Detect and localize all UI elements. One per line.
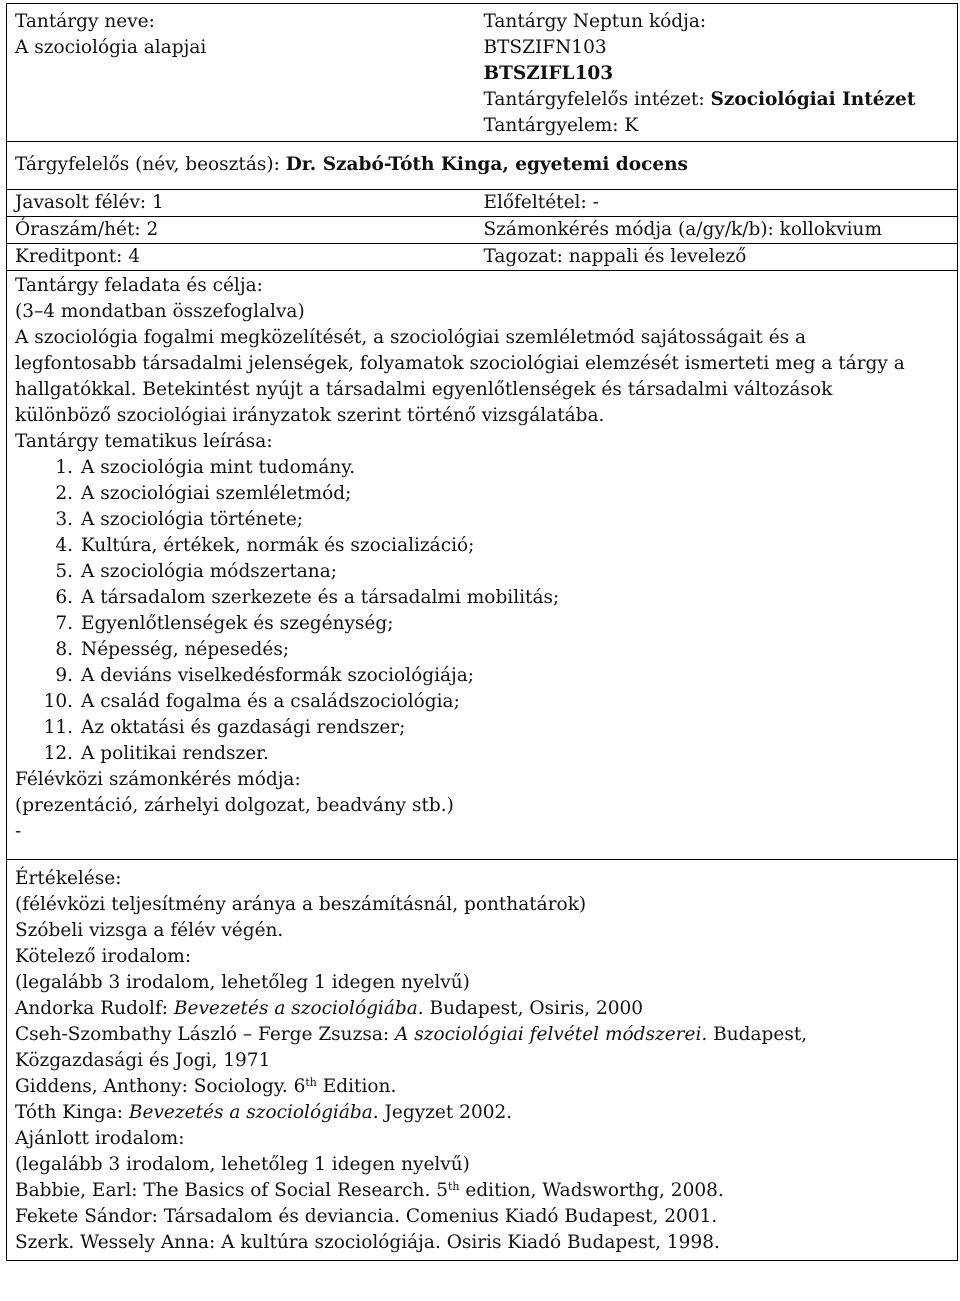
- midterm-value: -: [15, 821, 22, 842]
- topic-item: [15, 611, 949, 637]
- reference: Fekete Sándor: Társadalom és deviancia. Comenius Kiadó Budapest, 2001.: [15, 1206, 718, 1227]
- ref-superscript: th: [305, 1076, 317, 1089]
- topic-item: [15, 585, 949, 611]
- subject-name-label: Tantárgy neve:: [15, 11, 155, 32]
- evaluation-note: (félévközi teljesítmény aránya a beszámításnál, ponthatárok): [15, 894, 587, 915]
- topic-text: A társadalom szerkezete és a társadalmi mobilitás;: [81, 587, 560, 608]
- midterm-note: (prezentáció, zárhelyi dolgozat, beadvány stb.): [15, 795, 454, 816]
- topic-item: [15, 481, 949, 507]
- ref-title: Bevezetés a szociológiába.: [173, 998, 424, 1019]
- topic-text: A deviáns viselkedésformák szociológiája;: [81, 665, 475, 686]
- topics-title: Tantárgy tematikus leírása:: [15, 431, 273, 452]
- subject-name-cell: [7, 4, 482, 142]
- topic-number: 7.: [55, 613, 73, 634]
- topic-number: 8.: [55, 639, 73, 660]
- goal-line: különböző szociológiai irányzatok szerint történő vizsgálatába.: [15, 405, 605, 426]
- topic-text: A politikai rendszer.: [81, 743, 269, 764]
- topic-item: [15, 559, 949, 585]
- literature-cell: [7, 860, 958, 1261]
- reference: [15, 1074, 949, 1100]
- ref-publisher: . Jegyzet 2002.: [372, 1102, 513, 1123]
- recommended-literature: [15, 1126, 949, 1256]
- ref-author: Andorka Rudolf:: [15, 998, 174, 1019]
- responsible-value: Dr. Szabó-Tóth Kinga, egyetemi docens: [285, 154, 688, 175]
- topic-item: [15, 637, 949, 663]
- semester: Javasolt félév: 1: [15, 192, 164, 213]
- responsible-row: [7, 142, 958, 190]
- topic-number: 6.: [55, 587, 73, 608]
- goal-note: (3–4 mondatban összefoglalva): [15, 301, 305, 322]
- goal-line: hallgatókkal. Betekintést nyújt a társadalmi egyenlőtlenségek és társadalmi változások: [15, 379, 833, 400]
- topic-text: Kultúra, értékek, normák és szocializáció;: [81, 535, 475, 556]
- prerequisite-cell: [482, 190, 958, 217]
- ref-author: Cseh-Szombathy László – Ferge Zsuzsa:: [15, 1024, 395, 1045]
- evaluation-value: Szóbeli vizsga a félév végén.: [15, 920, 284, 941]
- topic-text: A szociológia története;: [81, 509, 304, 530]
- topic-text: A család fogalma és a családszociológia;: [81, 691, 460, 712]
- ref-text: Babbie, Earl: The Basics of Social Research. 5: [15, 1180, 448, 1201]
- ref-author: Tóth Kinga:: [15, 1102, 129, 1123]
- neptun-label: Tantárgy Neptun kódja:: [483, 11, 707, 32]
- goal-line: legfontosabb társadalmi jelenségek, folyamatok szociológiai elemzését ismerteti meg a tárgy a: [15, 353, 905, 374]
- topic-text: A szociológia módszertana;: [81, 561, 337, 582]
- required-lit-note: (legalább 3 irodalom, lehetőleg 1 idegen nyelvű): [15, 972, 470, 993]
- hours-per-week: Óraszám/hét: 2: [15, 219, 159, 240]
- topic-number: 4.: [55, 535, 73, 556]
- ref-publisher: Budapest,: [707, 1024, 808, 1045]
- required-lit-title: Kötelező irodalom:: [15, 946, 192, 967]
- semester-cell: [7, 190, 482, 217]
- ref-text: Giddens, Anthony: Sociology. 6: [15, 1076, 306, 1097]
- reference: Szerk. Wessely Anna: A kultúra szociológiája. Osiris Kiadó Budapest, 1998.: [15, 1232, 720, 1253]
- topic-text: Az oktatási és gazdasági rendszer;: [81, 717, 406, 738]
- ref-title: A szociológiai felvétel módszerei.: [394, 1024, 708, 1045]
- course-description-sheet: [6, 3, 957, 1299]
- institute-label: Tantárgyfelelős intézet:: [483, 89, 711, 110]
- credits-row: [7, 244, 958, 271]
- semester-row: [7, 190, 958, 217]
- content-row: [7, 271, 958, 860]
- topic-item: [15, 455, 949, 481]
- topic-number: 9.: [55, 665, 73, 686]
- topic-number: 12.: [43, 743, 73, 764]
- topic-number: 11.: [43, 717, 73, 738]
- mode-cell: [482, 244, 958, 271]
- goal-section: [15, 271, 949, 429]
- hours-row: [7, 217, 958, 244]
- topic-item: [15, 663, 949, 689]
- study-mode: Tagozat: nappali és levelező: [483, 246, 747, 267]
- reference-continuation: Közgazdasági és Jogi, 1971: [15, 1050, 271, 1071]
- topic-item: [15, 507, 949, 533]
- header-row: [7, 4, 958, 142]
- topic-number: 5.: [55, 561, 73, 582]
- responsible-label: Tárgyfelelős (név, beosztás):: [15, 154, 286, 175]
- reference: [15, 996, 949, 1022]
- midterm-title: Félévközi számonkérés módja:: [15, 769, 301, 790]
- topic-item: [15, 533, 949, 559]
- neptun-code-1: BTSZIFN103: [483, 37, 607, 58]
- topic-text: Egyenlőtlenségek és szegénység;: [81, 613, 394, 634]
- credits: Kreditpont: 4: [15, 246, 141, 267]
- course-form-table: [6, 3, 958, 1261]
- goal-title: Tantárgy feladata és célja:: [15, 275, 263, 296]
- recommended-lit-note: (legalább 3 irodalom, lehetőleg 1 idegen nyelvű): [15, 1154, 470, 1175]
- subject-name: A szociológia alapjai: [15, 37, 207, 58]
- topic-number: 2.: [55, 483, 73, 504]
- topic-item: [15, 715, 949, 741]
- assessment-cell: [482, 217, 958, 244]
- hours-cell: [7, 217, 482, 244]
- subject-element: Tantárgyelem: K: [483, 115, 639, 136]
- topic-text: A szociológiai szemléletmód;: [81, 483, 352, 504]
- ref-text: Edition.: [316, 1076, 397, 1097]
- topic-text: A szociológia mint tudomány.: [81, 457, 356, 478]
- assessment-type: Számonkérés módja (a/gy/k/b): kollokvium: [483, 219, 883, 240]
- ref-title: Bevezetés a szociológiába: [128, 1102, 373, 1123]
- topic-number: 1.: [55, 457, 73, 478]
- evaluation-title: Értékelése:: [15, 868, 122, 889]
- ref-text: edition, Wadsworthg, 2008.: [459, 1180, 724, 1201]
- evaluation-section: [15, 860, 949, 944]
- ref-publisher: Budapest, Osiris, 2000: [423, 998, 644, 1019]
- topic-item: [15, 741, 949, 767]
- topic-number: 3.: [55, 509, 73, 530]
- topic-number: 10.: [43, 691, 73, 712]
- topic-item: [15, 689, 949, 715]
- institute-name: Szociológiai Intézet: [710, 89, 916, 110]
- required-literature: [15, 944, 949, 1126]
- topic-list: [15, 455, 949, 767]
- recommended-lit-title: Ajánlott irodalom:: [15, 1128, 185, 1149]
- goal-line: A szociológia fogalmi megközelítését, a szociológiai szemléletmód sajátosságait és a: [15, 327, 807, 348]
- content-cell: [7, 271, 958, 860]
- topic-text: Népesség, népesedés;: [81, 639, 290, 660]
- literature-row: [7, 860, 958, 1261]
- prerequisite: Előfeltétel: -: [483, 192, 599, 213]
- responsible-cell: [7, 142, 958, 190]
- neptun-code-2: BTSZIFL103: [483, 63, 614, 84]
- credits-cell: [7, 244, 482, 271]
- institute-line: [484, 87, 950, 113]
- neptun-cell: [482, 4, 958, 142]
- reference: [15, 1022, 949, 1048]
- ref-superscript: th: [447, 1180, 460, 1193]
- reference: [15, 1178, 949, 1204]
- reference: [15, 1100, 949, 1126]
